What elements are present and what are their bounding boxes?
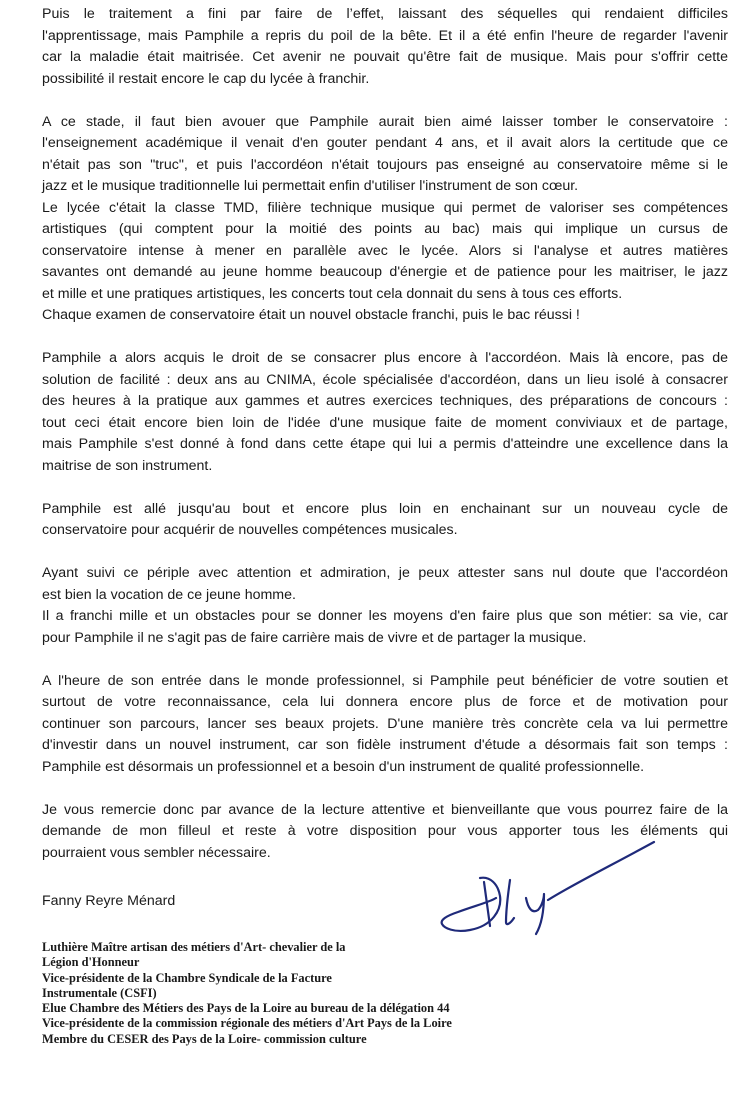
paragraph-line: demande de mon filleul et reste à votre disposition pour vous apporter tous les éléments qui bbox=[42, 823, 728, 839]
paragraph-line: et mille et une pratiques artistiques, les concerts tout cela donnait du sens à tous ces efforts. bbox=[42, 285, 623, 302]
paragraph-line: possibilité il restait encore le cap du lycée à franchir. bbox=[42, 70, 370, 87]
paragraph-line: A ce stade, il faut bien avouer que Pamphile aurait bien aimé laisser tomber le conservatoire : bbox=[42, 113, 728, 130]
letter-paragraph bbox=[42, 348, 728, 477]
signer-title-line: Vice-présidente de la commission régionale des métiers d'Art Pays de la Loire bbox=[42, 1016, 452, 1031]
paragraph-line: tout ceci était encore bien loin de l'idée d'une musique faite de moment conviviaux et de partage, bbox=[42, 414, 728, 431]
paragraph-line: conservatoire pour acquérir de nouvelles compétences musicales. bbox=[42, 522, 458, 538]
paragraph-line: mais Pamphile s'est donné à fond dans cette étape qui lui a permis d'atteindre une excellence dans la bbox=[42, 436, 728, 452]
signature-stroke-l bbox=[506, 880, 514, 924]
signature-stroke-loop bbox=[442, 878, 501, 931]
paragraph-line: n'était pas son "truc", et puis l'accordéon n'était toujours pas enseigné au conservatoire même si le bbox=[42, 156, 728, 173]
signer-title-line: Légion d'Honneur bbox=[42, 955, 140, 970]
signer-titles bbox=[42, 940, 512, 1047]
paragraph-line: Puis le traitement a fini par faire de l’effet, laissant des séquelles qui rendaient difficiles bbox=[42, 6, 728, 22]
letter-paragraph bbox=[42, 671, 728, 779]
signer-title-line: Vice-présidente de la Chambre Syndicale de la Facture bbox=[42, 970, 332, 985]
paragraph-line: jazz et le musique traditionnelle lui permettait enfin d'utiliser l'instrument de son cœur. bbox=[42, 178, 579, 194]
paragraph-line: car la maladie était maitrisée. Cet avenir ne pouvait qu'être fait de musique. Mais pour s'offrir cette bbox=[42, 49, 728, 65]
paragraph-line: pour Pamphile il ne s'agit pas de faire carrière mais de vivre et de partager la musique. bbox=[42, 629, 587, 646]
paragraph-line: savantes ont demandé au jeune homme beaucoup d'énergie et de patience pour les maitriser, le jazz bbox=[42, 264, 728, 280]
signer-title-line: Membre du CESER des Pays de la Loire- commission culture bbox=[42, 1031, 367, 1046]
paragraph-line: continuer son parcours, lancer ses beaux projets. D'une manière très concrète cela va lui permettre bbox=[42, 715, 728, 732]
letter-body bbox=[42, 4, 728, 886]
letter-paragraph bbox=[42, 112, 728, 327]
signature-stroke-stem bbox=[484, 882, 490, 926]
paragraph-line: A l'heure de son entrée dans le monde professionnel, si Pamphile peut bénéficier de votre soutien et bbox=[42, 672, 728, 689]
signer-title-line: Instrumentale (CSFI) bbox=[42, 985, 157, 1000]
paragraph-line: Il a franchi mille et un obstacles pour se donner les moyens d'en faire plus que son métier: sa vie, car bbox=[42, 608, 728, 624]
letter-paragraph bbox=[42, 499, 728, 542]
signature-stroke-flourish bbox=[548, 842, 654, 900]
signer-name: Fanny Reyre Ménard bbox=[42, 893, 176, 909]
signature-drawing bbox=[440, 838, 680, 938]
paragraph-line: maitrise de son instrument. bbox=[42, 457, 213, 474]
paragraph-line: Chaque examen de conservatoire était un nouvel obstacle franchi, puis le bac réussi ! bbox=[42, 307, 580, 323]
paragraph-line: conservatoire intense à mener en parallèle avec le lycée. Alors si l'analyse et autres matières bbox=[42, 242, 728, 259]
paragraph-line: l'enseignement académique il venait d'en gouter pendant 4 ans, et il avait alors la certitude que ce bbox=[42, 135, 728, 151]
letter-paragraph bbox=[42, 563, 728, 649]
signature-stroke-y bbox=[526, 894, 544, 934]
signer-title-line: Luthière Maître artisan des métiers d'Art- chevalier de la bbox=[42, 940, 346, 954]
paragraph-line: artistiques (qui comptent pour la moitié des points au bac) mais qui implique un cursus de bbox=[42, 221, 728, 237]
paragraph-line: Le lycée c'était la classe TMD, filière technique musique qui permet de valoriser ses compétences bbox=[42, 199, 728, 216]
paragraph-line: Pamphile a alors acquis le droit de se consacrer plus encore à l'accordéon. Mais là encore, pas de bbox=[42, 350, 728, 366]
paragraph-line: l'apprentissage, mais Pamphile a repris du poil de la bête. Et il a été enfin l'heure de regarder l'avenir bbox=[42, 27, 728, 44]
paragraph-line: Je vous remercie donc par avance de la lecture attentive et bienveillante que vous pourrez faire de la bbox=[42, 801, 728, 818]
paragraph-line: solution de facilité : deux ans au CNIMA, école spécialisée d'accordéon, dans un lieu isolé à consacrer bbox=[42, 371, 728, 388]
paragraph-line: Ayant suivi ce périple avec attention et admiration, je peux attester sans nul doute que l'accordéon bbox=[42, 565, 728, 581]
paragraph-line: des heures à la pratique aux gammes et autres exercices techniques, des préparations de concours : bbox=[42, 393, 728, 409]
paragraph-line: pourraient vous sembler nécessaire. bbox=[42, 844, 271, 861]
signer-title-line: Elue Chambre des Métiers des Pays de la Loire au bureau de la délégation 44 bbox=[42, 1001, 450, 1016]
handwritten-signature bbox=[440, 838, 680, 938]
paragraph-line: Pamphile est désormais un professionnel et a besoin d'un instrument de qualité professionnelle. bbox=[42, 758, 645, 775]
paragraph-line: d'investir dans un nouvel instrument, car son fidèle instrument d'étude a désormais fait son temps : bbox=[42, 737, 728, 753]
paragraph-line: est bien la vocation de ce jeune homme. bbox=[42, 586, 296, 603]
letter-paragraph bbox=[42, 4, 728, 90]
paragraph-line: surtout de votre reconnaissance, cela lui donnera encore plus de force et de motivation pour bbox=[42, 694, 728, 710]
paragraph-line: Pamphile est allé jusqu'au bout et encore plus loin en enchainant sur un nouveau cycle de bbox=[42, 500, 728, 517]
